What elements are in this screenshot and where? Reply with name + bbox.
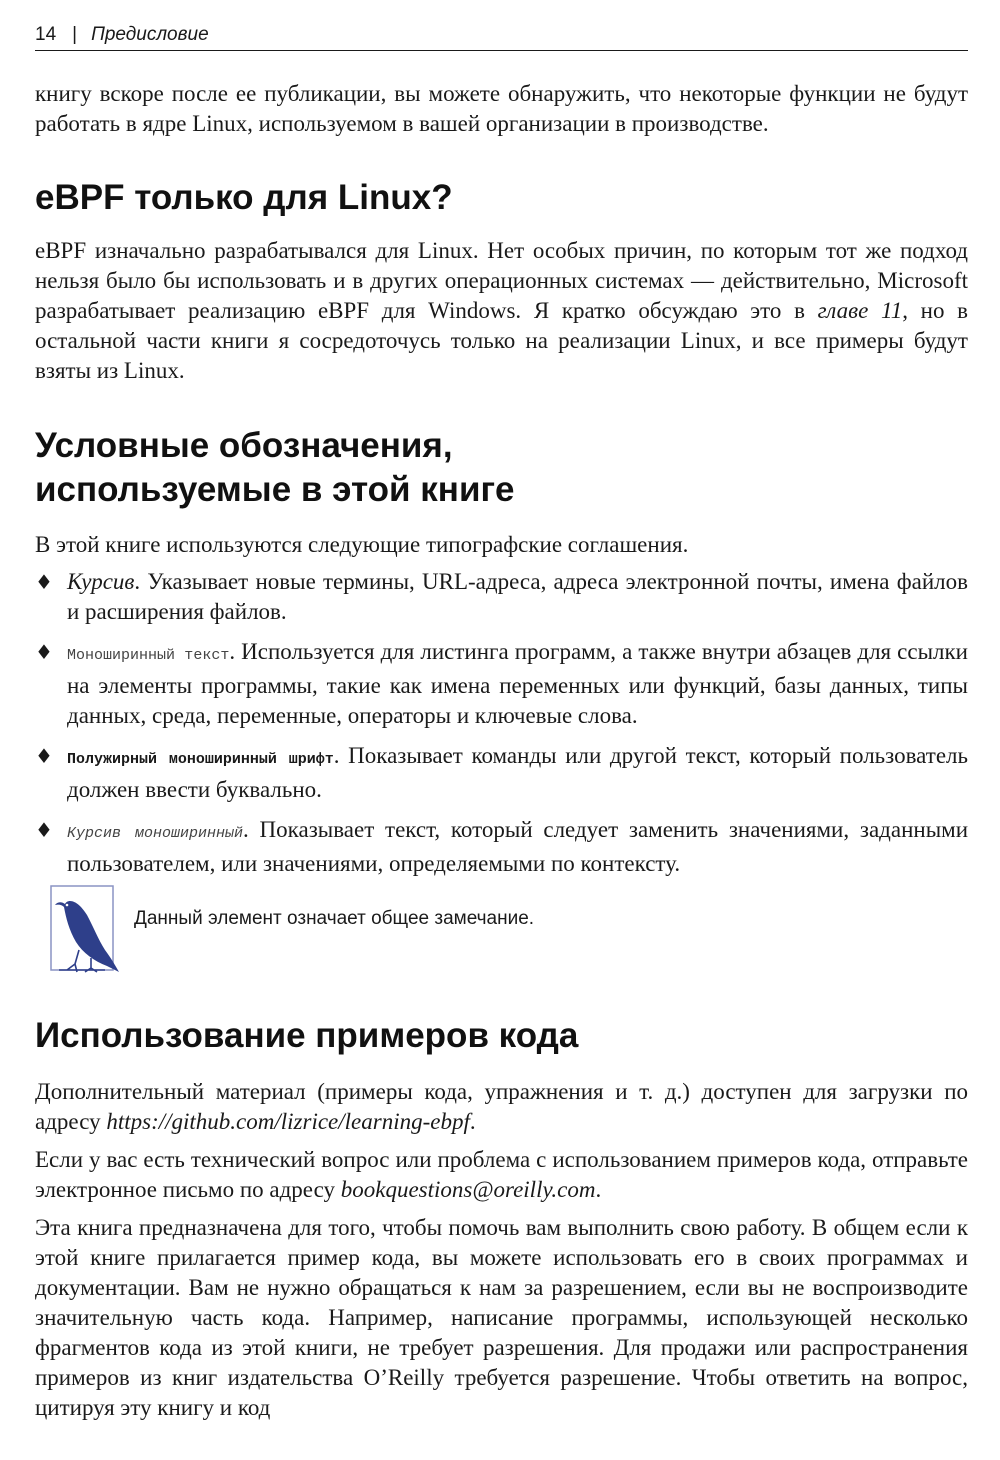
heading-conventions	[35, 424, 968, 512]
list-item	[35, 815, 968, 879]
page-number: 14	[35, 24, 57, 45]
conventions-intro: В этой книге используются следующие типографские соглашения.	[35, 532, 689, 557]
term-italic: Курсив	[67, 569, 135, 594]
term-description: . Указывает новые термины, URL-адреса, адреса электронной почты, имена файлов и расширения файлов.	[67, 569, 968, 624]
heading-ebpf-linux: eBPF только для Linux?	[35, 178, 453, 217]
questions-end: .	[595, 1177, 602, 1202]
code-examples-body	[35, 1077, 968, 1431]
email-link[interactable]: bookquestions@oreilly.com	[340, 1177, 596, 1202]
term-description: . Используется для листинга программ, а также внутри абзацев для ссылки на элементы программы, такие как имена переменных или функций, базы данных, типы данных, среда, переменные, операторы и ключевые слова.	[67, 639, 968, 728]
term-description: . Показывает текст, который следует заменить значениями, заданными пользователем, или значениями, определяемыми по контексту.	[67, 817, 969, 876]
intro-continuation: книгу вскоре после ее публикации, вы можете обнаружить, что некоторые функции не будут работать в ядре Linux, используемом в вашей организации в производстве.	[35, 81, 968, 136]
download-end: .	[469, 1109, 476, 1134]
linux-paragraph	[35, 236, 968, 386]
term-description: . Показывает команды или другой текст, который пользователь должен ввести буквально.	[67, 743, 969, 802]
list-item	[35, 637, 968, 731]
diamond-bullet-icon: ♦	[35, 570, 53, 594]
download-text: Дополнительный материал (примеры кода, упражнения и т. д.) доступен для загрузки по адресу	[35, 1079, 968, 1134]
running-header	[35, 22, 968, 51]
questions-paragraph	[35, 1145, 968, 1205]
list-item	[35, 567, 968, 627]
download-paragraph	[35, 1077, 968, 1137]
heading-conventions-line2: используемые в этой книге	[35, 470, 515, 509]
chapter-title: Предисловие	[91, 24, 209, 45]
diamond-bullet-icon: ♦	[35, 818, 53, 842]
header-separator: |	[72, 24, 78, 45]
term-monospace-italic: Курсив моноширинный	[67, 825, 244, 842]
book-page	[35, 0, 968, 1460]
diamond-bullet-icon: ♦	[35, 744, 53, 768]
diamond-bullet-icon: ♦	[35, 640, 53, 664]
linux-text-2: , но в остальной части книги я сосредоточусь только на реализации Linux, и все примеры будут взяты из Linux.	[35, 298, 968, 383]
chapter-reference: главе 11	[817, 298, 903, 323]
conventions-list	[35, 567, 968, 889]
linux-text-1: eBPF изначально разрабатывался для Linux. Нет особых причин, по которым тот же подход нельзя было бы использовать и в других операционных системах — действительно, Microsoft разрабатывает реализацию eBPF для Windows. Я кратко обсуждаю это в	[35, 238, 968, 323]
note-callout	[45, 884, 945, 976]
heading-code-examples: Использование примеров кода	[35, 1016, 579, 1055]
questions-text: Если у вас есть технический вопрос или проблема с использованием примеров кода, отправьте электронное письмо по адресу	[35, 1147, 968, 1202]
heading-conventions-line1: Условные обозначения,	[35, 426, 453, 465]
permissions-paragraph: Эта книга предназначена для того, чтобы помочь вам выполнить свою работу. В общем если к этой книге прилагается пример кода, вы можете использовать его в своих программах и документации. Вам не нужно обращаться к нам за разрешением, если вы не воспроизводите значительную часть кода. Например, написание программы, использующей несколько фрагментов кода из этой книги, не требует разрешения. Для продажи или распространения примеров из книг издательства O’Reilly требуется разрешение. Чтобы ответить на вопрос, цитируя эту книгу и код	[35, 1215, 968, 1420]
repo-link[interactable]: https://github.com/lizrice/learning-ebpf	[106, 1109, 470, 1134]
note-text: Данный элемент означает общее замечание.	[134, 908, 535, 929]
term-monospace-bold: Полужирный моноширинный шрифт	[67, 751, 334, 768]
term-monospace: Моноширинный текст	[67, 647, 230, 664]
bird-icon	[45, 884, 119, 976]
list-item	[35, 741, 968, 805]
